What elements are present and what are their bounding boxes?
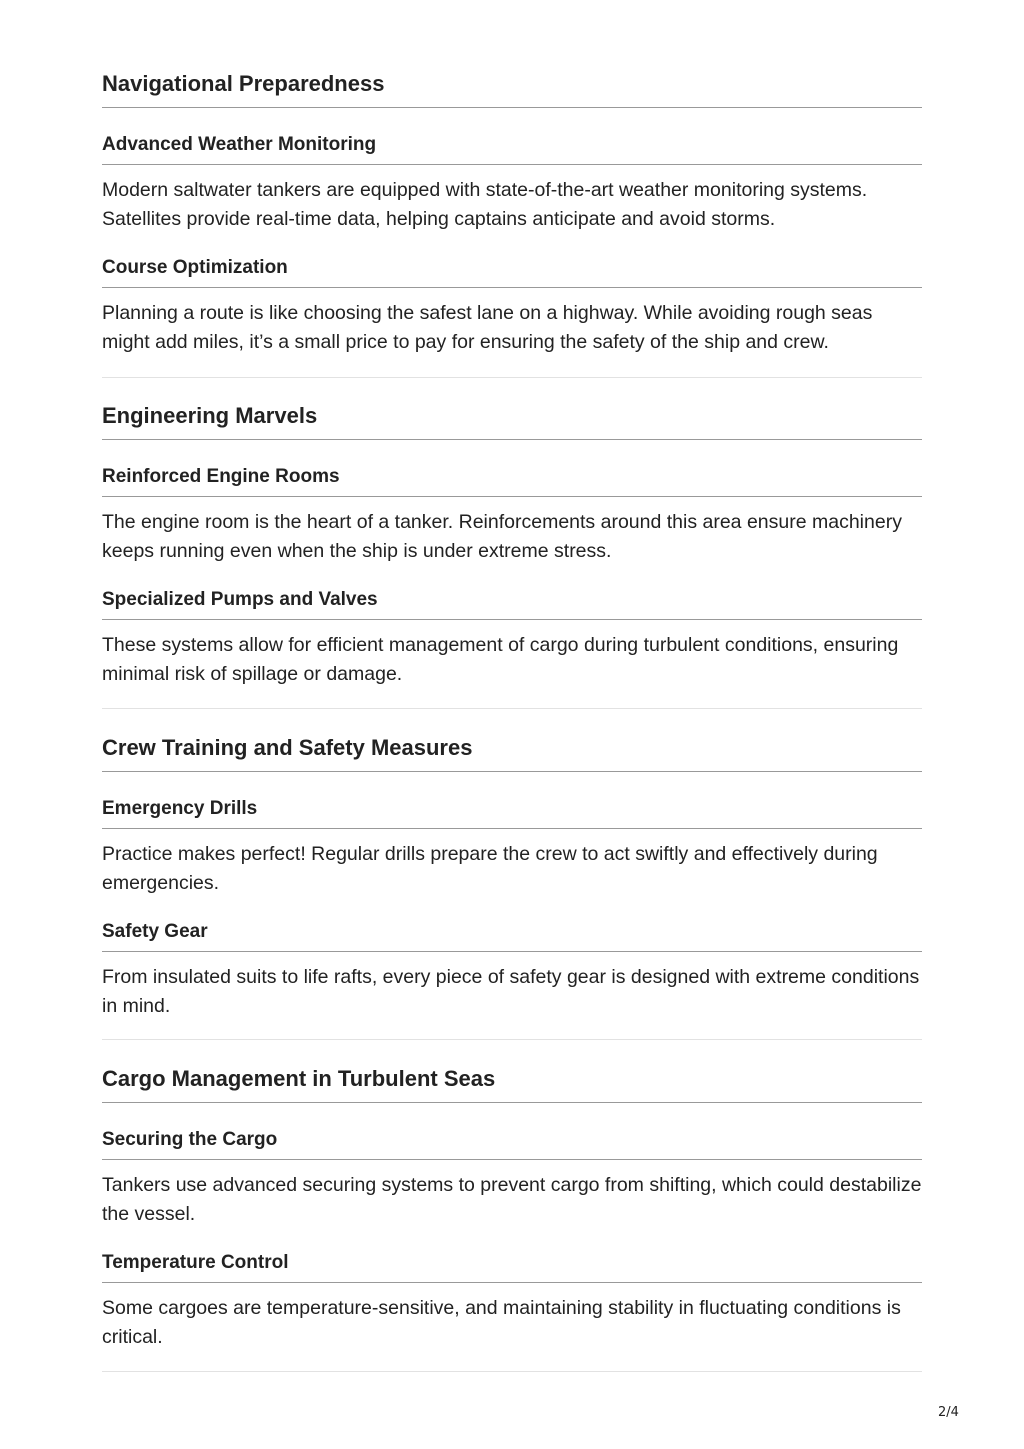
section-navigational-preparedness xyxy=(102,70,922,356)
section-cargo-management xyxy=(102,1065,922,1351)
subsection-title: Course Optimization xyxy=(102,256,922,288)
section-divider xyxy=(102,1371,922,1372)
subsection-text: From insulated suits to life rafts, every piece of safety gear is designed with extreme conditions in mind. xyxy=(102,966,920,1017)
section-title: Navigational Preparedness xyxy=(102,70,922,108)
subsection-text: Tankers use advanced securing systems to prevent cargo from shifting, which could destabilize the vessel. xyxy=(102,1174,922,1225)
section-divider xyxy=(102,1039,922,1040)
subsection-title: Reinforced Engine Rooms xyxy=(102,465,922,497)
subsection-title: Specialized Pumps and Valves xyxy=(102,588,922,620)
section-engineering-marvels xyxy=(102,402,922,688)
subsection-title: Temperature Control xyxy=(102,1251,922,1283)
subsection-text: Planning a route is like choosing the safest lane on a highway. While avoiding rough seas might add miles, it’s a small price to pay for ensuring the safety of the ship and crew. xyxy=(102,302,873,353)
section-title: Crew Training and Safety Measures xyxy=(102,734,922,772)
subsection-title: Emergency Drills xyxy=(102,797,922,829)
section-divider xyxy=(102,377,922,378)
page-number: 2/4 xyxy=(938,1405,959,1420)
subsection-title: Advanced Weather Monitoring xyxy=(102,133,922,165)
subsection-title: Safety Gear xyxy=(102,920,922,952)
subsection-title: Securing the Cargo xyxy=(102,1128,922,1160)
section-title: Cargo Management in Turbulent Seas xyxy=(102,1065,922,1103)
subsection-text: Modern saltwater tankers are equipped with state-of-the-art weather monitoring systems. Satellites provide real-time data, helping captains anticipate and avoid storms. xyxy=(102,179,868,230)
section-crew-training xyxy=(102,734,922,1020)
subsection-text: These systems allow for efficient management of cargo during turbulent conditions, ensuring minimal risk of spillage or damage. xyxy=(102,634,899,685)
section-title: Engineering Marvels xyxy=(102,402,922,440)
subsection-text: The engine room is the heart of a tanker. Reinforcements around this area ensure machinery keeps running even when the ship is under extreme stress. xyxy=(102,511,902,562)
subsection-text: Practice makes perfect! Regular drills prepare the crew to act swiftly and effectively during emergencies. xyxy=(102,843,878,894)
subsection-text: Some cargoes are temperature-sensitive, and maintaining stability in fluctuating conditions is critical. xyxy=(102,1297,901,1348)
section-divider xyxy=(102,708,922,709)
